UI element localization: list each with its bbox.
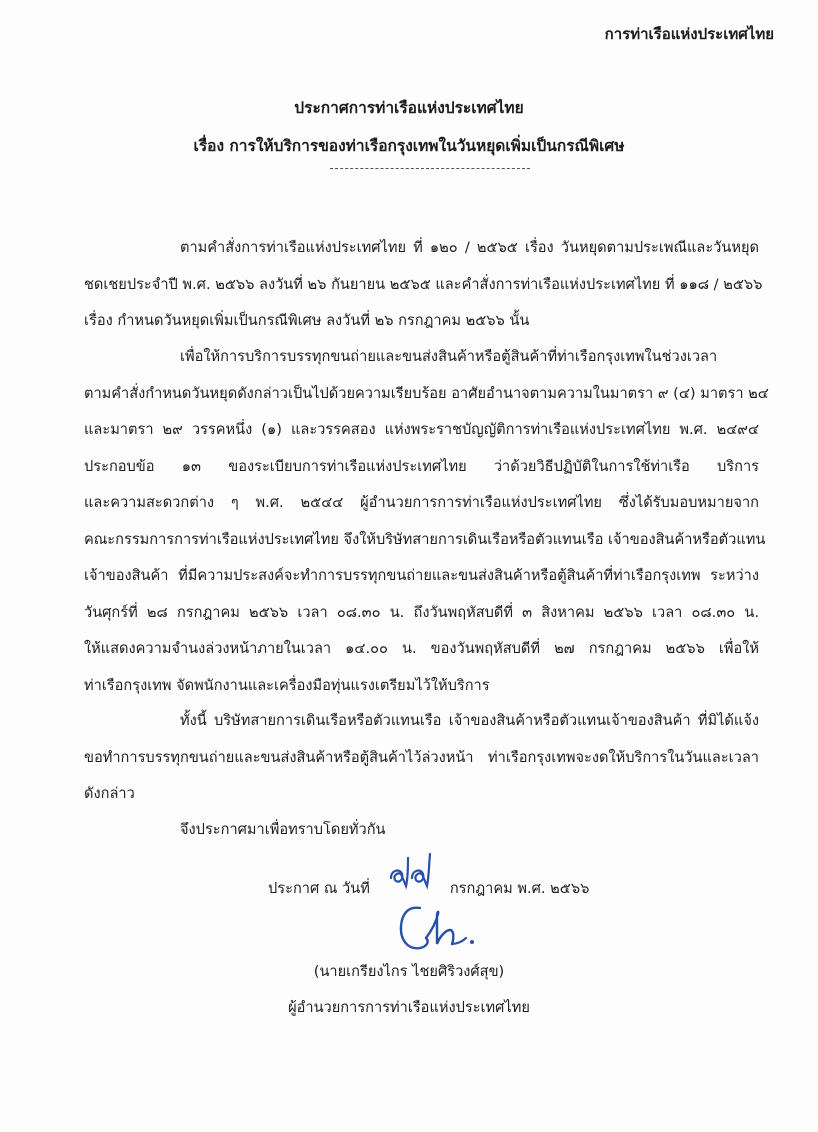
ink-stroke <box>401 908 428 949</box>
paragraph-line: คณะกรรมการการท่าเรือแห่งประเทศไทย จึงให้บริษัทสายการเดินเรือหรือตัวแทนเรือ เจ้าของสินค้าหรือตัวแทน <box>84 530 766 548</box>
ink-stroke <box>426 912 453 944</box>
ink-stroke <box>412 854 430 886</box>
title-divider <box>330 168 530 169</box>
paragraph-line: ทั้งนี้ บริษัทสายการเดินเรือหรือตัวแทนเรือ เจ้าของสินค้าหรือตัวแทนเจ้าของสินค้า ที่มิได้แจ้ง <box>180 712 759 729</box>
paragraph-line: เรื่อง กำหนดวันหยุดเพิ่มเป็นกรณีพิเศษ ลงวันที่ ๒๖ กรกฎาคม ๒๕๖๖ นั้น <box>84 312 530 329</box>
paragraph-line: ท่าเรือกรุงเทพ จัดพนักงานและเครื่องมือทุ่นแรงเตรียมไว้ให้บริการ <box>84 676 490 694</box>
paragraph-line: ตามคำสั่งกำหนดวันหยุดดังกล่าวเป็นไปด้วยความเรียบร้อย อาศัยอำนาจตามความในมาตรา ๙ (๔) มาตรา ๒๔ <box>84 384 769 402</box>
date-prefix: ประกาศ ณ วันที่ <box>268 880 370 897</box>
signer-position: ผู้อำนวยการการท่าเรือแห่งประเทศไทย <box>288 999 530 1016</box>
paragraph-line: จึงประกาศมาเพื่อทราบโดยทั่วกัน <box>180 821 386 838</box>
paragraph-line: เจ้าของสินค้า ที่มีความประสงค์จะทำการบรรทุกขนถ่ายและขนส่งสินค้าหรือตู้สินค้าที่ท่าเรือกรุงเทพ ระหว่าง <box>84 567 759 584</box>
paragraph-line: ให้แสดงความจำนงล่วงหน้าภายในเวลา ๑๔.๐๐ น. ของวันพฤหัสบดีที่ ๒๗ กรกฎาคม ๒๕๖๖ เพื่อให้ <box>84 640 759 657</box>
paragraph-line: วันศุกร์ที่ ๒๘ กรกฎาคม ๒๕๖๖ เวลา ๐๘.๓๐ น. ถึงวันพฤหัสบดีที่ ๓ สิงหาคม ๒๕๖๖ เวลา ๐๘.๓๐ น. <box>84 603 759 621</box>
paragraph-line: ดังกล่าว <box>84 785 135 802</box>
paragraph-line: ประกอบข้อ ๑๓ ของระเบียบการท่าเรือแห่งประเทศไทย ว่าด้วยวิธีปฏิบัติในการใช้ท่าเรือ บริการ <box>84 457 759 475</box>
paragraph-line: เพื่อให้การบริการบรรทุกขนถ่ายและขนส่งสินค้าหรือตู้สินค้าที่ท่าเรือกรุงเทพในช่วงเวลา <box>180 348 718 365</box>
ink-dot <box>470 940 474 944</box>
paragraph-2 <box>84 339 769 704</box>
paragraph-4 <box>84 812 759 849</box>
paragraph-3 <box>84 703 759 813</box>
date-suffix: กรกฎาคม พ.ศ. ๒๕๖๖ <box>449 880 590 897</box>
director-signature <box>392 900 502 960</box>
announcement-title: ประกาศการท่าเรือแห่งประเทศไทย <box>294 99 524 117</box>
handwritten-date-day <box>388 848 436 892</box>
paragraph-line: ขอทำการบรรทุกขนถ่ายและขนส่งสินค้าหรือตู้สินค้าไว้ล่วงหน้า ท่าเรือกรุงเทพจะงดให้บริการในวันและเวลา <box>84 748 759 766</box>
paragraph-line: และมาตรา ๒๙ วรรคหนึ่ง (๑) และวรรคสอง แห่งพระราชบัญญัติการท่าเรือแห่งประเทศไทย พ.ศ. ๒๔๙๔ <box>84 421 759 438</box>
paragraph-line: ตามคำสั่งการท่าเรือแห่งประเทศไทย ที่ ๑๒๐ / ๒๕๖๕ เรื่อง วันหยุดตามประเพณีและวันหยุด <box>180 239 759 256</box>
paragraph-1 <box>84 230 763 340</box>
paragraph-line: และความสะดวกต่าง ๆ พ.ศ. ๒๕๔๔ ผู้อำนวยการการท่าเรือแห่งประเทศไทย ซึ่งได้รับมอบหมายจาก <box>84 494 759 511</box>
header-organization: การท่าเรือแห่งประเทศไทย <box>604 25 774 43</box>
paragraph-line: ชดเชยประจำปี พ.ศ. ๒๕๖๖ ลงวันที่ ๒๖ กันยายน ๒๕๖๕ และคำสั่งการท่าเรือแห่งประเทศไทย ที่ ๑๑๘ / ๒๕๖๖ <box>84 275 763 293</box>
signer-name: (นายเกรียงไกร ไชยศิริวงศ์สุข) <box>313 963 505 980</box>
announcement-subject: เรื่อง การให้บริการของท่าเรือกรุงเทพในวันหยุดเพิ่มเป็นกรณีพิเศษ <box>193 137 625 155</box>
ink-stroke <box>391 858 408 886</box>
